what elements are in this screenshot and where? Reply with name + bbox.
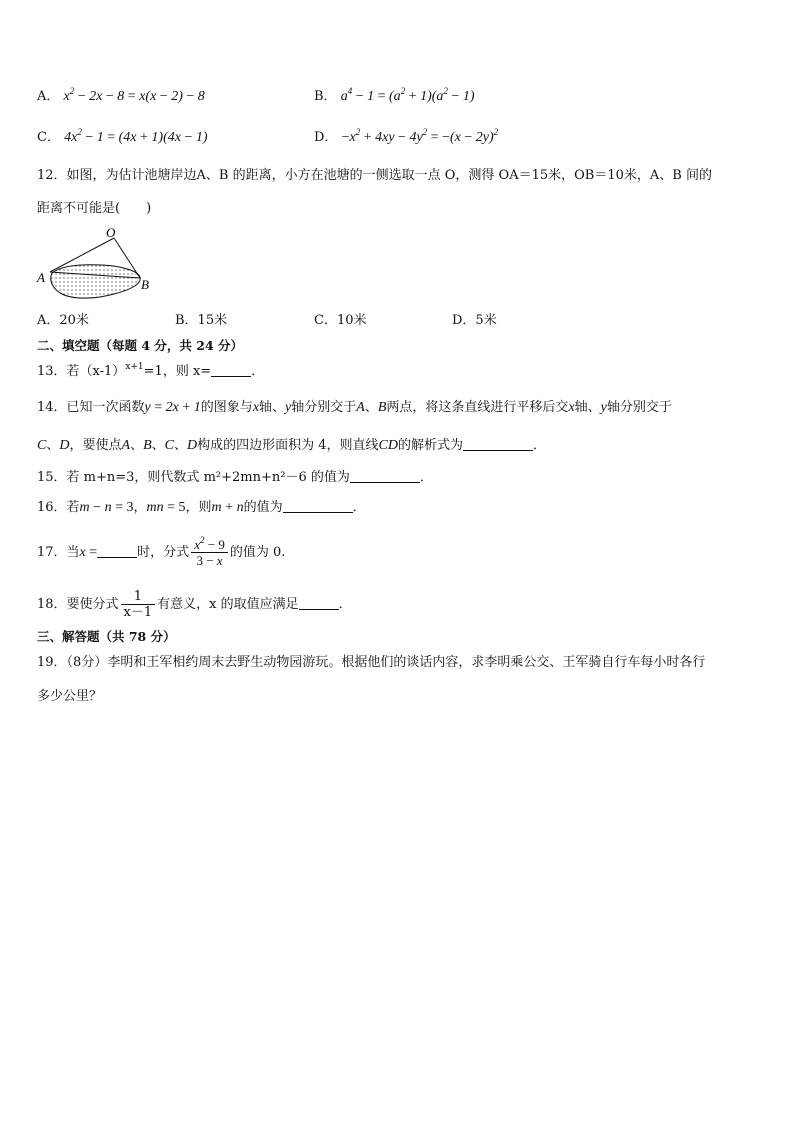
q12-option-c: C．10米 — [314, 313, 367, 328]
q13: 13．若$(x-1)^{x+1}=1$，则 x= ． — [37, 362, 265, 379]
label-b: B — [141, 277, 149, 292]
q11-option-b: B． $a^4 - 1 = (a^2 + 1)(a^2 - 1)$ — [314, 86, 475, 104]
label-a: A — [37, 270, 45, 285]
q12-option-b: B．15米 — [175, 313, 228, 328]
q15: 15．若 m+n=3，则代数式 m²+2mn+n²－6 的值为 ． — [37, 470, 433, 485]
q17: 17．当x = 时，分式 $\frac{x^2 - 9}{3 - x}$ 的值为 0. — [37, 535, 286, 568]
label-o: O — [106, 225, 116, 240]
q14-answer-blank — [463, 438, 533, 451]
q16: 16．若m − n = 3，mn = 5，则m + n的值为 ． — [37, 500, 366, 515]
q11-option-c: C． $4x^2 - 1 = (4x + 1)(4x - 1)$ — [37, 127, 208, 145]
q17-answer-blank — [97, 545, 137, 558]
q11-option-b-formula: $a^4 - 1 = (a^2 + 1)(a^2 - 1)$ — [340, 86, 475, 104]
q12-option-d: D．5米 — [452, 313, 497, 328]
q18-fraction: $\frac{1}{x-1}$ — [121, 589, 156, 620]
q15-answer-blank — [350, 470, 420, 483]
q18: 18．要使分式 $\frac{1}{x-1}$ 有意义，x 的取值应满足 ． — [37, 589, 352, 620]
q12-line1: 12．如图，为估计池塘岸边A、B 的距离，小方在池塘的一侧选取一点 O，测得 OA＝15米，OB＝10米，A、B 间的 — [37, 168, 712, 183]
section3-heading: 三、解答题（共 78 分） — [37, 629, 176, 644]
q11-option-d: D． $-x^2 + 4xy - 4y^2 = -(x - 2y)^2$ — [314, 127, 499, 145]
q14-line1: 14．已知一次函数y = 2x + 1的图象与x轴、y轴分别交于A、B两点，将这条直线进行平移后交x轴、y轴分别交于 — [37, 400, 672, 415]
q19-line2: 多少公里？ — [37, 689, 103, 704]
q18-answer-blank — [299, 597, 339, 610]
pond-shape — [51, 265, 140, 298]
q19-line1: 19．（8分）李明和王军相约周末去野生动物园游玩。根据他们的谈话内容，求李明乘公交、王军骑自行车每小时各行 — [37, 655, 706, 670]
q11-option-d-formula: $-x^2 + 4xy - 4y^2 = -(x - 2y)^2$ — [341, 127, 499, 145]
q17-fraction: $\frac{x^2 - 9}{3 - x}$ — [191, 537, 228, 568]
q12-option-a: A．20米 — [37, 313, 89, 328]
q13-answer-blank — [211, 364, 251, 377]
q14-line2: C、D，要使点A、B、C、D构成的四边形面积为 4，则直线CD的解析式为 ． — [37, 438, 547, 453]
q14-function: y = 2x + 1 — [144, 400, 201, 415]
q16-answer-blank — [283, 500, 353, 513]
section2-heading: 二、填空题（每题 4 分，共 24 分） — [37, 338, 244, 353]
pond-diagram — [34, 224, 164, 304]
q12-line2: 距离不可能是( ) — [37, 201, 152, 216]
q11-option-c-formula: $4x^2 - 1 = (4x + 1)(4x - 1)$ — [64, 127, 208, 145]
q11-option-a-formula: $x^2 - 2x - 8 = x(x - 2) - 8$ — [63, 86, 205, 104]
q11-option-a: A． $x^2 - 2x - 8 = x(x - 2) - 8$ — [37, 86, 205, 104]
pond-figure — [34, 224, 164, 308]
